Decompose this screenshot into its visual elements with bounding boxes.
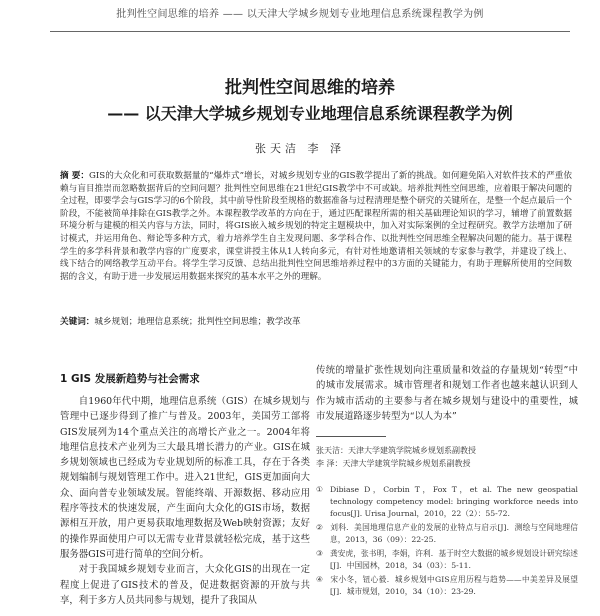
author-note: 李 泽：天津大学建筑学院城乡规划系副教授 — [316, 458, 471, 468]
body-paragraph: 对于我国城乡规划专业而言，大众化GIS的出现在一定程度上促进了GIS技术的普及，促进数据资源的开放与共享，利于多方人员共同参与规划，提升了我国从 — [60, 564, 310, 606]
reference-item — [316, 522, 578, 546]
body-paragraph: 自1960年代中期，地理信息系统（GIS）在城乡规划与管理中已逐步得到了推广与普及。2003年，美国劳工部将GIS发展列为14个重点关注的高增长产业之一。2004年将地理信息技术产业列为三大最具增长潜力的产业。GIS在城乡规划领域也已经成为专业规划所的标准工具，存在于各类规划编制与规划管理工作中。进入21世纪，GIS更加面向大众、面向普专业领域发展。智能终端、开源数据、移动应用程序等技术的快速发展，产生面向大众化的GIS市场，数据源相互开放，用户更易获取地理数据及Web映射资源；友好的操作界面使用户可以无需专业背景就轻松完成，基于这些服务器GIS可进行简单的空间分析。 — [60, 396, 310, 560]
reference-number: ① — [316, 485, 323, 495]
author-line: 张天洁 李 泽 — [255, 142, 345, 155]
section-heading: 1 GIS 发展新趋势与社会需求 — [60, 373, 200, 385]
reference-list — [316, 484, 578, 598]
abstract-label: 摘 要： — [60, 171, 90, 181]
article-subtitle: —— 以天津大学城乡规划专业地理信息系统课程教学为例 — [107, 104, 513, 123]
reference-number: ③ — [316, 549, 323, 559]
abstract — [60, 170, 572, 283]
reference-item — [316, 548, 578, 572]
title-block — [40, 76, 580, 126]
reference-item — [316, 484, 578, 520]
article-title: 批判性空间思维的培养 — [225, 78, 395, 98]
running-header — [0, 0, 600, 30]
right-column — [316, 363, 578, 600]
author-note: 张天洁：天津大学建筑学院城乡规划系副教授 — [316, 446, 476, 456]
abstract-text: GIS的大众化和可获取数据量的“爆炸式”增长，对城乡规划专业的GIS教学提出了新的挑战。如何避免陷入对软件技术的严重依赖与盲目推崇而忽略数据背后的空间问题？批判性空间思维在21世纪GIS教学中不可或缺。培养批判性空间思维，应着眼于解决问题的全过程，即要学会与GIS学习的6个阶段，其中前导性阶段至规格的数据准备与过程清理是整个研究的关键所在，是整一个起点最后一个阶段，不能被简单排除在GIS教学之外。本课程教学改革的方向在于，通过匹配课程所需的相关基础理论知识的学习，辅增了前置数据环境分析与建模的相关内容与方法，同时，将GIS嵌入城乡规划的特定主题模块中，加入对实际案例的全过程研究。教学方法增加了研讨模式，并运用角色、辩论等多种方式，着力培养学生自主发现问题、多学科合作、以批判性空间思维全程解决问题的能力。基于课程学生的多学科背景和教学内容的广度要求，课堂讲授主体从1人转向多元，有针对性地邀请相关领域的专家参与教学，并建设了线上、线下结合的网络教学互动平台。将学生学习反馈、总结出批判性空间思维培养过程中的3方面的关键能力，有助于理解所使用的空间数据的含义，有助于进一步发展运用数据来探究的基本水平之外的理解。 — [60, 171, 572, 282]
body-paragraph-continued: 传统的增量扩张性规划向注重质量和效益的存量规划“转型”中的城市发展需求。城市管理者和规划工作者也越来越认识到人作为城市活动的主要参与者在城乡规划与建设中的重要性，城市发展道路逐步转型为“以人为本” — [316, 365, 578, 422]
reference-text: Dibiase D，Corbin T，Fox T，et al. The new geospatial technology competency model: bringing workforce needs into focus[J]. Urisa Journal，2010，22（2）：55-72. — [330, 485, 578, 519]
left-column — [60, 370, 310, 608]
reference-text: 刘科．美国地理信息产业的发展的业特点与启示[J]．测绘与空间地理信息，2013，36（09）：22-25. — [330, 523, 578, 545]
reference-item — [316, 574, 578, 598]
reference-text: 龚安虎，张书明，李娟，许利．基于时空大数据的城乡规划设计研究综述[J]．中国园林，2018，34（03）：5-11. — [330, 549, 578, 571]
keywords — [60, 316, 572, 328]
reference-number: ② — [316, 523, 323, 533]
reference-number: ④ — [316, 575, 323, 585]
header-divider — [50, 31, 570, 32]
keywords-label: 关键词： — [60, 317, 95, 327]
keywords-text: 城乡规划；地理信息系统；批判性空间思维；教学改革 — [94, 317, 301, 327]
footnote-divider — [316, 436, 386, 437]
running-header-text: 批判性空间思维的培养 —— 以天津大学城乡规划专业地理信息系统课程教学为例 — [116, 9, 484, 20]
reference-text: 宋小冬，钮心毅．城乡规划中GIS应用历程与趋势——中美差异及展望[J]．城市规划，2010，34（10）：23-29. — [330, 575, 578, 597]
